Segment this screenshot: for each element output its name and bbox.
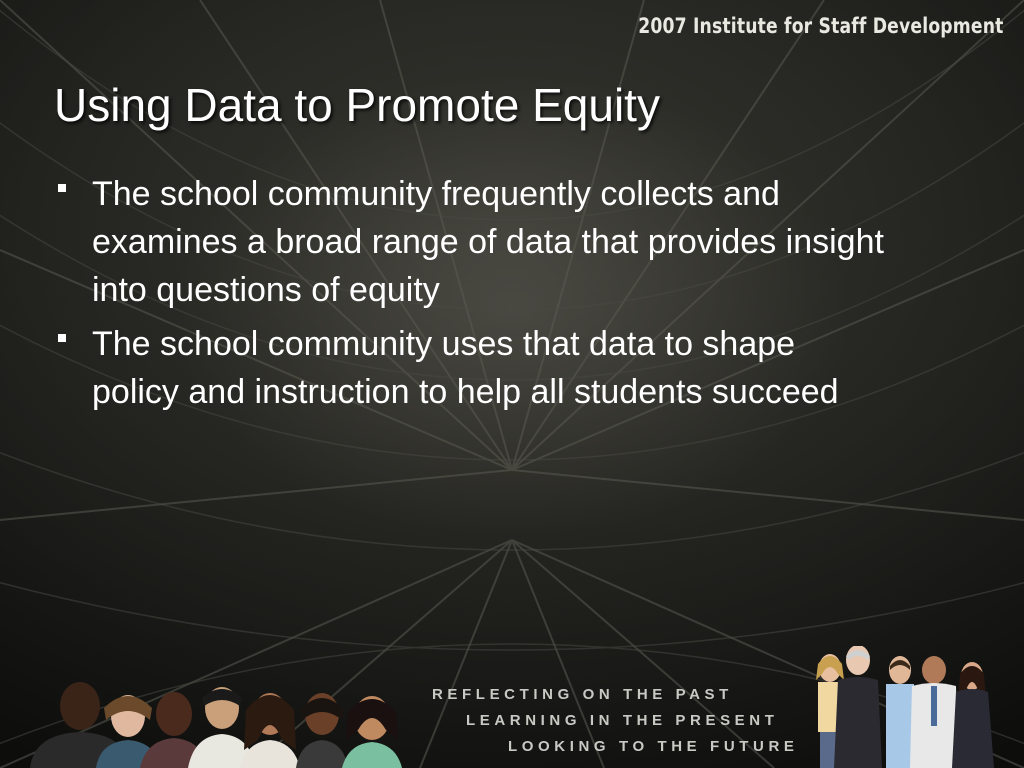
square-bullet-icon [58,334,66,342]
tagline-present: LEARNING IN THE PRESENT [466,712,779,729]
educators-photo [800,646,1010,768]
tagline-past: REFLECTING ON THE PAST [432,686,733,703]
slide-title: Using Data to Promote Equity [54,79,660,131]
students-photo [0,680,420,768]
bullet-list [54,170,934,422]
square-bullet-icon [58,184,66,192]
conference-brand: 2007 Institute for Staff Development [638,14,1004,38]
bullet-item [54,170,934,314]
bullet-text: The school community uses that data to shape policy and instruction to help all students succeed [92,325,839,411]
bullet-item [54,320,852,416]
tagline-future: LOOKING TO THE FUTURE [508,738,799,755]
bullet-text: The school community frequently collects and examines a broad range of data that provides insight into questions of equity [92,175,884,309]
